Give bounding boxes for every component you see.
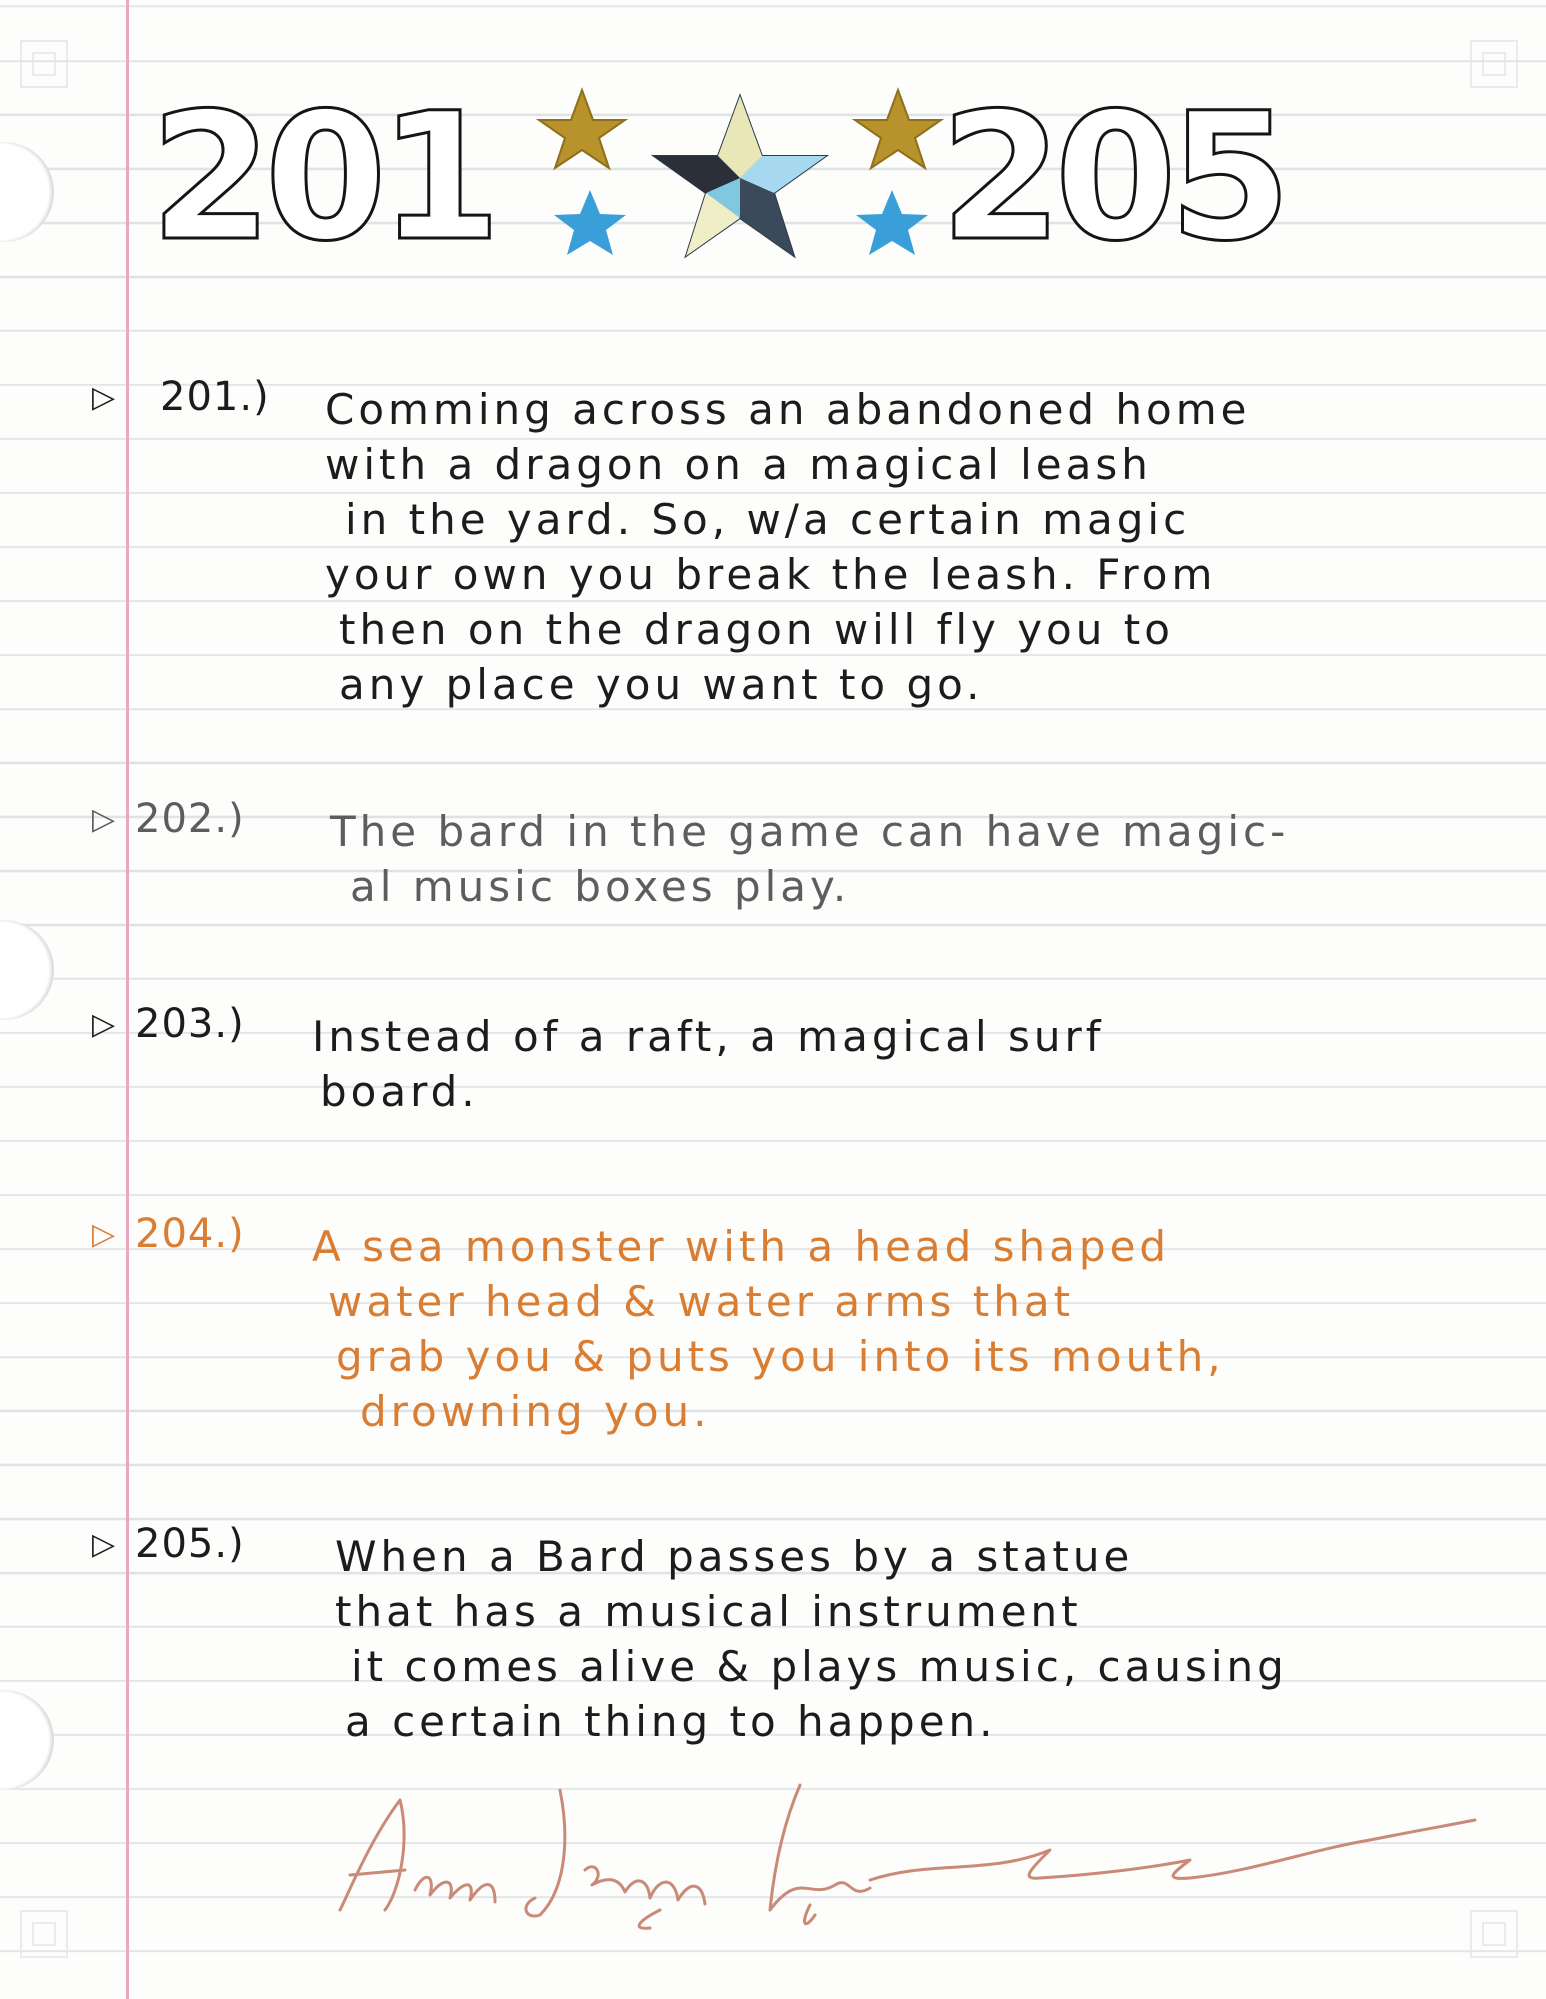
triangle-bullet-icon: ▷ — [92, 380, 116, 415]
handwritten-signature — [330, 1780, 1480, 1930]
blue-star-icon — [856, 190, 928, 255]
entry-line: any place you want to go. — [339, 660, 984, 709]
entry-line: Instead of a raft, a magical surf — [312, 1012, 1105, 1061]
entry-number: 201.) — [160, 374, 270, 420]
binder-hole — [0, 920, 54, 1020]
year-end: 205 — [940, 75, 1284, 280]
entry-line: then on the dragon will fly you to — [339, 605, 1174, 654]
entry-text — [325, 382, 1251, 712]
entry-line: your own you break the leash. From — [325, 550, 1217, 599]
entry-line: a certain thing to happen. — [345, 1697, 997, 1746]
entry-line: grab you & puts you into its mouth, — [336, 1332, 1225, 1381]
gold-star-icon — [539, 90, 625, 168]
holographic-star-icon — [654, 96, 826, 256]
entry-text — [335, 1529, 1288, 1749]
entry-number: 202.) — [135, 796, 245, 842]
entry-line: board. — [320, 1067, 479, 1116]
entry-number: 203.) — [135, 1001, 245, 1047]
entry-line: A sea monster with a head shaped — [312, 1222, 1171, 1271]
triangle-bullet-icon: ▷ — [92, 1007, 116, 1042]
entry-line: it comes alive & plays music, causing — [351, 1642, 1288, 1691]
entry-text — [312, 1219, 1225, 1439]
triangle-bullet-icon: ▷ — [92, 1217, 116, 1252]
year-start: 201 — [150, 75, 494, 280]
entry-number: 204.) — [135, 1211, 245, 1257]
blue-star-icon — [554, 190, 626, 255]
entry-line: When a Bard passes by a statue — [335, 1532, 1134, 1581]
binder-hole — [0, 1690, 54, 1790]
gold-star-icon — [855, 90, 941, 168]
entry-line: in the yard. So, w/a certain magic — [345, 495, 1191, 544]
entry-line: water head & water arms that — [328, 1277, 1075, 1326]
entry-line: al music boxes play. — [350, 862, 851, 911]
entry-line: Comming across an abandoned home — [325, 385, 1251, 434]
triangle-bullet-icon: ▷ — [92, 802, 116, 837]
entry-line: that has a musical instrument — [335, 1587, 1082, 1636]
scan-corner-mark — [1470, 40, 1518, 88]
page-header — [150, 75, 1370, 288]
entry-number: 205.) — [135, 1521, 245, 1567]
entry-text — [312, 1009, 1105, 1119]
star-stickers — [530, 78, 950, 288]
entry-line: with a dragon on a magical leash — [325, 440, 1152, 489]
margin-line — [126, 0, 129, 1999]
entry-line: drowning you. — [360, 1387, 711, 1436]
binder-hole — [0, 142, 54, 242]
entry-text — [330, 804, 1289, 914]
entry-line: The bard in the game can have magic- — [330, 807, 1290, 856]
scan-corner-mark — [20, 40, 68, 88]
scan-corner-mark — [20, 1910, 68, 1958]
triangle-bullet-icon: ▷ — [92, 1527, 116, 1562]
